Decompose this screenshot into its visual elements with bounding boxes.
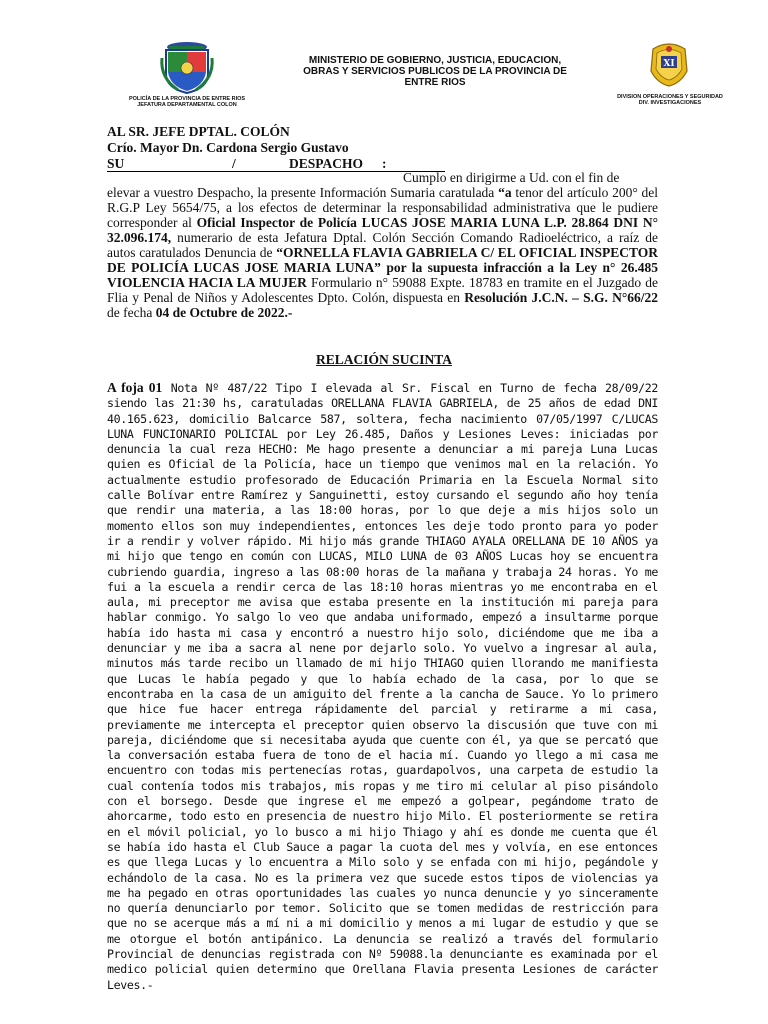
addressee-line-1: AL SR. JEFE DPTAL. COLÓN	[107, 124, 290, 139]
intro-officer-name: Oficial Inspector de Policía LUCAS JOSE MARIA LUNA L.P. 28.864 DNI N° 32.096.174,	[107, 215, 658, 246]
ministry-line-3: ENTRE RIOS	[404, 77, 466, 88]
ministry-line-1: MINISTERIO DE GOBIERNO, JUSTICIA, EDUCACION,	[308, 55, 562, 66]
relacion-sucinta-body	[107, 380, 658, 993]
intro-text-g: Formulario n° 59088 Expte. 18783 en tramite en el Juzgado de Flia y Penal de Niños y Adolescentes Dpto. Colón, dispuesta en	[107, 275, 659, 306]
despacho-label: DESPACHO	[289, 156, 364, 171]
letterhead	[0, 0, 768, 118]
su-label: SU	[107, 156, 125, 171]
police-shield-logo	[158, 38, 216, 94]
intro-date: 04 de Octubre de 2022.-	[155, 305, 293, 321]
section-title	[0, 352, 768, 367]
section-title-text: RELACIÓN SUCINTA	[316, 352, 452, 367]
left-logo-caption-2: JEFATURA DEPARTAMENTAL COLON	[137, 102, 237, 108]
intro-text-a: elevar a vuestro Despacho, la presente Información Sumaria caratulada	[107, 185, 499, 200]
intro-paragraph	[107, 185, 658, 320]
intro-case-title: “ORNELLA FLAVIA GABRIELA C/ EL OFICIAL INSPECTOR DE POLICÍA LUCAS JOSE MARIA LUNA” por la supuesta infracción a la Ley n° 26.485 VIOLENCIA HACIA LA MUJER	[107, 245, 658, 291]
addressee-line-2: Crío. Mayor Dn. Cardona Sergio Gustavo	[107, 140, 349, 155]
intro-text-i: de fecha	[107, 305, 156, 321]
intro-text-e: numerario de esta Jefatura Dptal. Colón Sección Comando Radioeléctrico, a raíz de autos caratulados Denuncia de	[107, 230, 658, 261]
colon-label: :	[382, 156, 387, 171]
ministry-heading	[270, 55, 600, 88]
intro-first-line: Cumplo en dirigirme a Ud. con el fin de	[403, 170, 620, 185]
ministry-line-2: OBRAS Y SERVICIOS PUBLICOS DE LA PROVINCIA DE	[303, 66, 567, 77]
su-despacho-line	[107, 156, 445, 172]
foja-lead: A foja 01	[107, 380, 163, 395]
right-logo-caption-1: DIVISION OPERACIONES Y SEGURIDAD	[617, 94, 723, 100]
investigations-badge-logo	[647, 41, 691, 87]
relacion-text: Nota Nº 487/22 Tipo I elevada al Sr. Fiscal en Turno de fecha 28/09/22 siendo las 21:30 hs, caratuladas ORELLANA FLAVIA GABRIELA, de 25 años de edad DNI 40.165.623, domicilio Balcarce 587, soltera, fecha nacimiento 07/05/1997 C/LUCAS LUNA FUNCIONARIO POLICIAL por Ley 26.485, Daños y Lesiones Leves: iniciadas por denuncia la cual reza HECHO: Me hago presente a denunciar a mi pareja Luna Lucas quien es Oficial de la Policía, hace un tiempo que venimos mal en la relación. Yo actualmente estudio profesorado de Educación Primaria en la Escuela Normal sito calle Bolívar entre Ramírez y Sanguinetti, estoy cursando el segundo año hoy tenía que rendir una materia, a las 18:00 horas, por lo que deje a mis hijos solo un momento ellos son muy independientes, entonces les deje todo pronto para yo poder ir a rendir y volver rápido. Mi hijo más grande THIAGO AYALA ORELLANA DE 10 AÑOS ya mi hijo que tengo en común con LUCAS, MILO LUNA de 03 AÑOS Lucas hoy se encuentra cubriendo guardia, ingreso a las 08:00 horas de la mañana y trabaja 24 horas. Yo me fui a la escuela a rendir cerca de las 18:10 horas mientras yo me encontraba en el aula, mi preceptor me avisa que estaba presente en la institución mi pareja para hablar conmigo. Yo salgo lo veo que andaba uniformado, empezó a insultarme porque había ido hasta mi casa y encontró a nuestro hijo solo, diciéndome que me iba a denunciar y me iba a sacra al nene por dejarlo solo. Yo vuelvo a ingresar al aula, minutos más tarde recibo un llamado de mi hijo THIAGO quien llorando me manifiesta que Lucas le había pegado y que lo había echado de la casa, por lo que se encontraba en la casa de un amiguito del frente a la cancha de Sauce. Yo lo primero que hice fue hacer entrega rápidamente del parcial y retirarme a mi casa, previamente me intercepta el preceptor quien observo la discusión que tuve con mi pareja, diciéndome que si necesitaba ayuda que cuente con él, ya que se percató que la conversación estaba fuera de tono de el hacia mí. Cuando yo llego a mi casa me encuentro con todas mis pertenecías rotas, guardapolvos, una carpeta de estudio la cual contenía todos mis trabajos, mis ropas y me tiro mi celular al piso pisándolo con el borsego. Desde que ingrese el me empezó a golpear, pegándome trato de ahorcarme, todo esto en presencia de nuestro hijo Milo. El posteriormente se retira en el móvil policial, yo lo busco a mi hijo Thiago y ahí es donde me cuenta que él se había ido hasta el Club Sauce a pagar la cuota del mes y volvía, en ese entonces es que llega Lucas y lo encuentra a Milo solo y se enfada con mi hijo, pegándole y echándolo de la casa. No es la primera vez que sucede estos tipos de violencias ya me ha pegado en otras oportunidades las cuales yo nunca denuncie y yo sinceramente no quería denunciarlo por temor. Solicito que se tomen medidas de restricción para que no se acerque más a mí ni a mi domicilio y menos a mi lugar de estudio y que se me otorgue el botón antipánico. La denuncia se realizó a través del formulario Provincial de denuncias registrada con Nº 59088.la denunciante es examinada por el medico policial quien determino que Orellana Flavia presenta Lesiones de carácter Leves.-	[107, 381, 658, 992]
intro-text-c: tenor del artículo 200° del R.G.P Ley 5654/75, a los efectos de determinar la responsabilidad administrativa que le pudiere corresponder al	[107, 185, 658, 231]
right-logo-caption-2: DIV. INVESTIGACIONES	[638, 100, 702, 106]
intro-text-b: “a	[498, 185, 512, 200]
left-logo-caption-1: POLICÍA DE LA PROVINCIA DE ENTRE RIOS	[128, 96, 246, 102]
badge-numeral: XI	[663, 59, 675, 69]
slash-label: /	[232, 156, 236, 171]
intro-resolution: Resolución J.C.N. – S.G. N°66/22	[464, 290, 658, 306]
